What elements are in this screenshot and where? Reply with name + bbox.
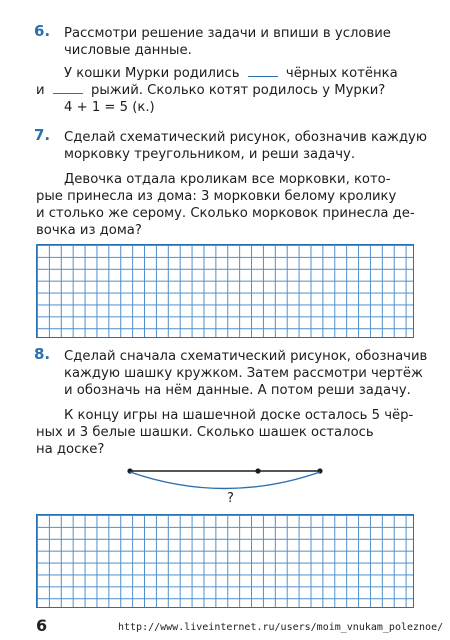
watermark-url: http://www.liveinternet.ru/users/moim_vnukam_poleznoe/ — [118, 622, 444, 633]
task-8-answer-grid[interactable] — [36, 514, 414, 608]
page-number: 6 — [36, 616, 48, 635]
task-7-problem-line-1: Девочка отдала кроликам все морковки, кото- — [64, 172, 391, 187]
diagram-question-label: ? — [227, 491, 234, 506]
task-8-number: 8. — [34, 345, 51, 363]
task-8-problem-line-1: К концу игры на шашечной доске осталось 5 чёр- — [64, 408, 414, 423]
task-8-instruction-line-3: и обозначь на нём данные. А потом реши задачу. — [64, 383, 411, 398]
task-6-instruction-line-2: числовые данные. — [64, 43, 192, 58]
diagram-total-brace — [130, 472, 320, 489]
task-6-number: 6. — [34, 22, 51, 40]
task-6-solution: 4 + 1 = 5 (к.) — [64, 100, 155, 115]
task-8-instruction-line-2: каждую шашку кружком. Затем рассмотри чертёж — [64, 366, 423, 381]
task-6-problem-text-c: и — [36, 83, 45, 98]
task-8-problem-line-3: на доске? — [36, 442, 105, 457]
task-7-number: 7. — [34, 126, 51, 144]
task-6-problem-text-d: рыжий. Сколько котят родилось у Мурки? — [90, 83, 386, 98]
task-6-problem-text-a: У кошки Мурки родились — [64, 66, 240, 81]
task-7-instruction-line-1: Сделай схематический рисунок, обозначив каждую — [64, 130, 427, 145]
task-7-problem-line-3: и столько же серому. Сколько морковок принесла де- — [36, 206, 415, 221]
task-7-problem-line-2: рые принесла из дома: 3 морковки белому кролику — [36, 189, 397, 204]
task-6-instruction-line-1: Рассмотри решение задачи и впиши в условие — [64, 26, 391, 41]
task-6-problem-text-b: чёрных котёнка — [285, 66, 398, 81]
diagram-point-middle — [255, 468, 260, 473]
task-8-instruction-line-1: Сделай сначала схематический рисунок, обозначив — [64, 349, 428, 364]
task-7-instruction-line-2: морковку треугольником, и реши задачу. — [64, 147, 356, 162]
task-7-problem-line-4: вочка из дома? — [36, 223, 142, 238]
task-8-problem-line-2: ных и 3 белые шашки. Сколько шашек осталось — [36, 425, 374, 440]
